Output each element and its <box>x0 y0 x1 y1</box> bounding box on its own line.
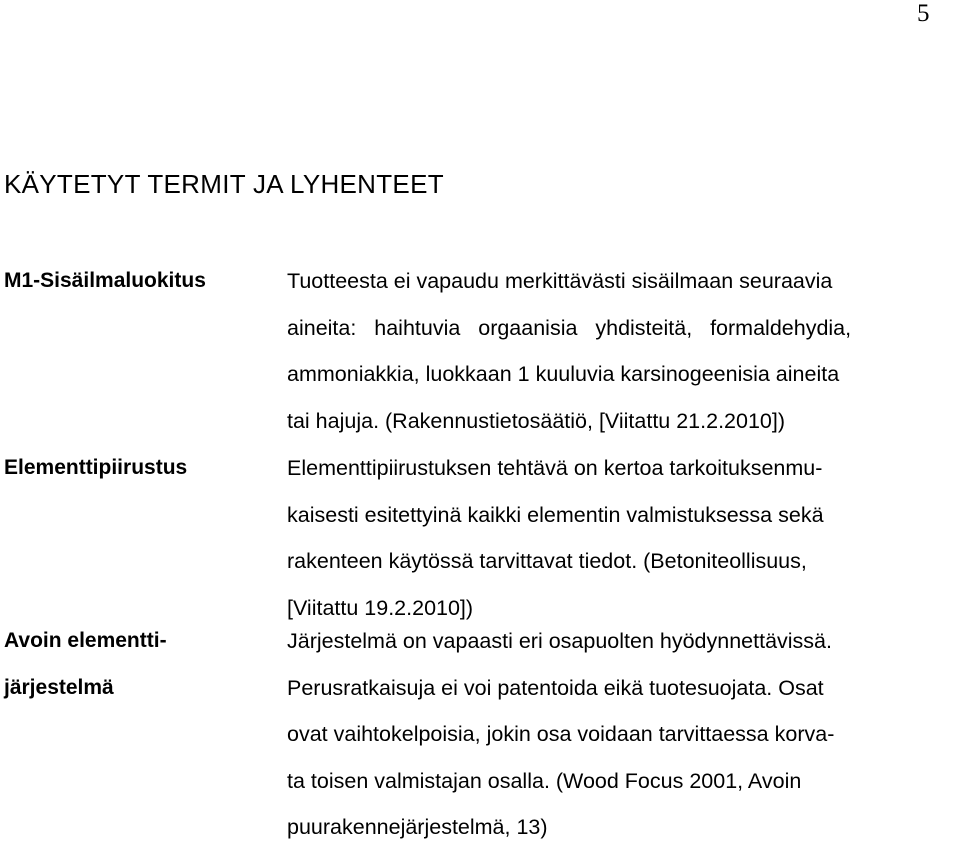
definition-elementtipiirustus <box>287 445 959 631</box>
definition-line: ovat vaihtokelpoisia, jokin osa voidaan tarvittaessa korva- <box>287 722 835 747</box>
definition-line: Perusratkaisuja ei voi patentoida eikä tuotesuojata. Osat <box>287 675 824 700</box>
definition-line: Elementtipiirustuksen tehtävä on kertoa tarkoituksenmu- <box>287 456 823 480</box>
term-elementtipiirustus: Elementtipiirustus <box>4 456 188 479</box>
term-m1-sisailmaluokitus: M1-Sisäilmaluokitus <box>4 269 206 292</box>
definition-line: aineita: haihtuvia orgaanisia yhdisteitä, formaldehydia, <box>287 315 852 340</box>
definition-line: tai hajuja. (Rakennustietosäätiö, [Viitattu 21.2.2010]) <box>287 408 786 433</box>
definition-line: rakenteen käytössä tarvittavat tiedot. (Betoniteollisuus, <box>287 549 807 574</box>
page-heading: KÄYTETYT TERMIT JA LYHENTEET <box>4 169 444 199</box>
definition-line: [Viitattu 19.2.2010]) <box>287 595 474 620</box>
page-number: 5 <box>917 0 930 27</box>
definition-line: Tuotteesta ei vapaudu merkittävästi sisäilmaan seuraavia <box>287 269 833 293</box>
definition-avoin-elementtijarjestelma <box>287 618 959 851</box>
definition-line: ta toisen valmistajan osalla. (Wood Focus 2001, Avoin <box>287 768 802 793</box>
definition-line: puurakennejärjestelmä, 13) <box>287 815 548 840</box>
definition-line: kaisesti esitettyinä kaikki elementin valmistuksessa sekä <box>287 502 824 527</box>
term-avoin-elementtijarjestelma: Avoin elementti- järjestelmä <box>4 629 167 699</box>
definition-line: ammoniakkia, luokkaan 1 kuuluvia karsinogeenisia aineita <box>287 362 840 387</box>
definition-m1-sisailmaluokitus <box>287 258 959 444</box>
definition-line: Järjestelmä on vapaasti eri osapuolten hyödynnettävissä. <box>287 629 832 653</box>
